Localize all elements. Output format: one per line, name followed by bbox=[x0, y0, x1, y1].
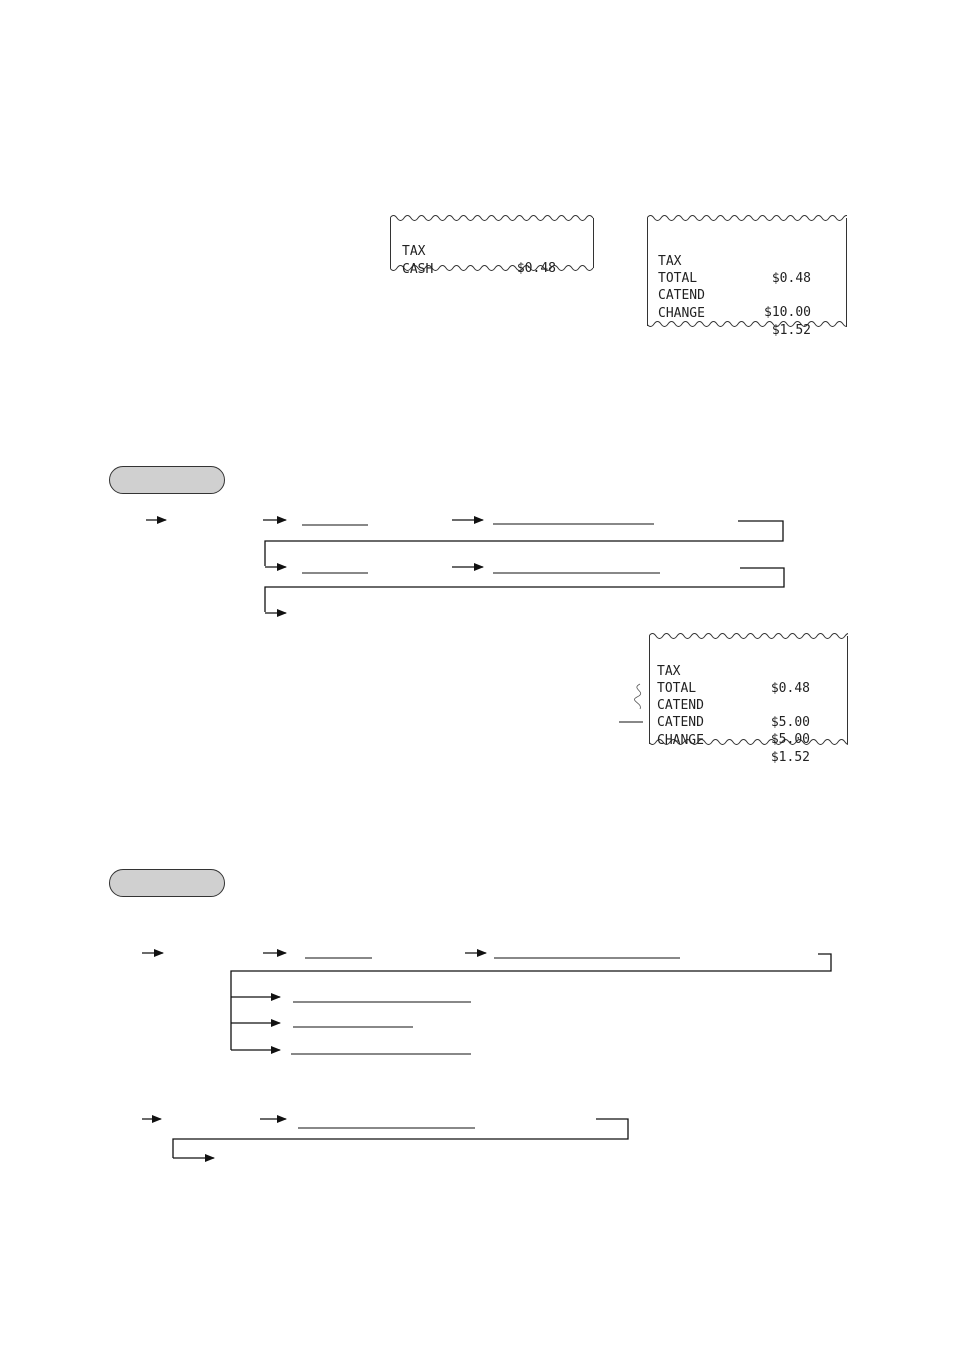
receipt-label: CHANGE bbox=[658, 306, 705, 321]
receipt-label: CHANGE bbox=[657, 733, 704, 748]
receipt-label: TAX bbox=[402, 244, 426, 259]
receipt-label: TAX bbox=[658, 254, 682, 269]
receipt-value: $0.48 bbox=[771, 271, 811, 286]
receipt-value: $1.52 bbox=[771, 323, 811, 338]
receipt-label: TAX bbox=[657, 664, 681, 679]
loop-connector bbox=[173, 1119, 628, 1158]
receipt-label: CASH bbox=[402, 262, 434, 277]
receipt-label: CATEND bbox=[657, 698, 704, 713]
receipt-label: TOTAL bbox=[657, 681, 697, 696]
receipt-value: $0.48 bbox=[516, 261, 556, 276]
receipt-value: $5.00 bbox=[770, 732, 810, 747]
receipt-label: CATEND bbox=[658, 288, 705, 303]
receipt-label: CATEND bbox=[657, 715, 704, 730]
receipt-label: TOTAL bbox=[658, 271, 698, 286]
receipt-value: $0.48 bbox=[770, 681, 810, 696]
receipt-value: $10.00 bbox=[764, 305, 811, 320]
receipt-value: $5.00 bbox=[770, 715, 810, 730]
receipt-value: $1.52 bbox=[770, 750, 810, 765]
